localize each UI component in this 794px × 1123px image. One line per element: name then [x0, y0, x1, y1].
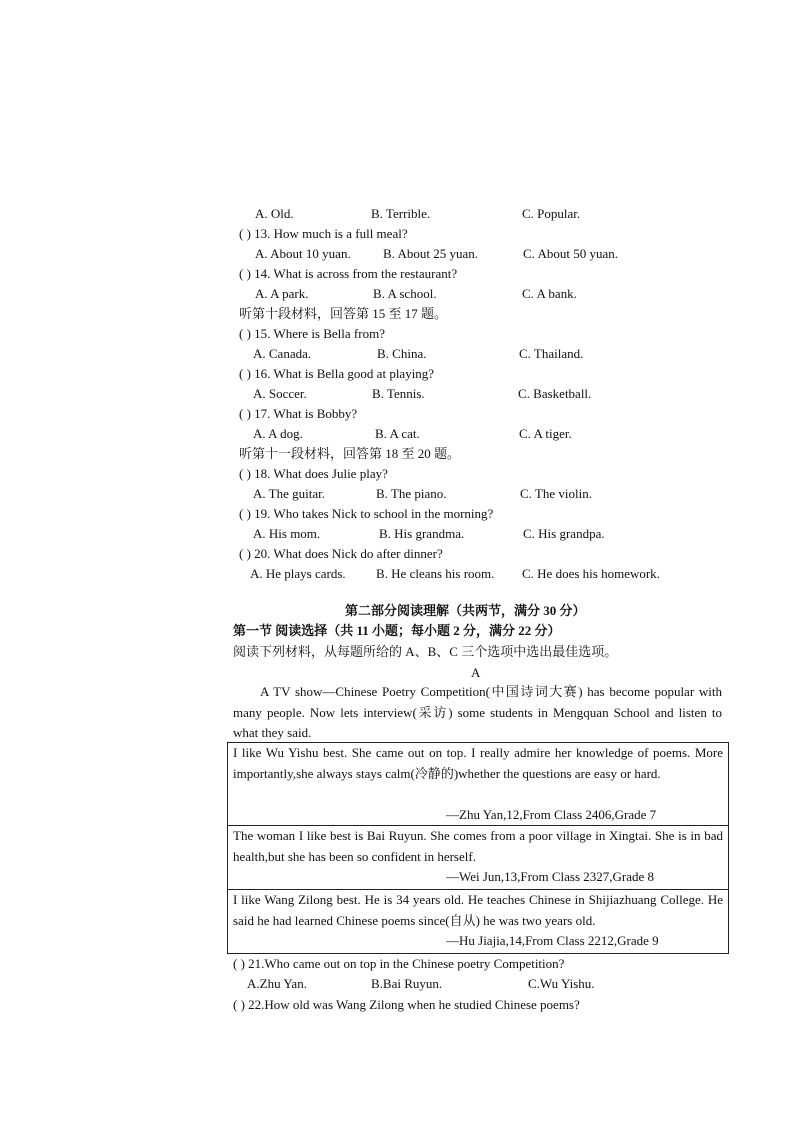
- question-22: ( ) 22.How old was Wang Zilong when he studied Chinese poems?: [233, 997, 580, 1012]
- passage-intro: A TV show—Chinese Poetry Competition(中国诗词大赛) has become popular with many people. Now lets interview(采访) some students in Mengquan School and listen to what they said.: [233, 684, 722, 740]
- q13-option-a: A. About 10 yuan.: [255, 246, 351, 261]
- q19-option-b: B. His grandma.: [379, 526, 465, 541]
- q15-option-b: B. China.: [377, 346, 427, 361]
- interview-text: The woman I like best is Bai Ruyun. She comes from a poor village in Xingtai. She is in bad health,but she has been so confident in herself.: [233, 828, 723, 864]
- q12-option-c: C. Popular.: [522, 206, 581, 221]
- passage-label: A: [471, 665, 481, 680]
- question-20: ( ) 20. What does Nick do after dinner?: [239, 546, 443, 561]
- q16-option-c: C. Basketball.: [518, 386, 592, 401]
- interview-signature: —Zhu Yan,12,From Class 2406,Grade 7: [446, 807, 657, 822]
- section-11-instruction: 听第十一段材料，回答第 18 至 20 题。: [239, 446, 461, 461]
- part-two-title: 第二部分阅读理解（共两节，满分 30 分）: [345, 603, 586, 618]
- question-15: ( ) 15. Where is Bella from?: [239, 326, 385, 341]
- q14-option-b: B. A school.: [373, 286, 437, 301]
- q18-option-c: C. The violin.: [520, 486, 592, 501]
- interview-text: I like Wang Zilong best. He is 34 years old. He teaches Chinese in Shijiazhuang College. He said he had learned Chinese poems since(自从) he was two years old.: [233, 892, 723, 928]
- interview-row: [228, 743, 728, 825]
- q21-option-c: C.Wu Yishu.: [528, 976, 595, 991]
- question-18: ( ) 18. What does Julie play?: [239, 466, 388, 481]
- interview-signature: —Wei Jun,13,From Class 2327,Grade 8: [446, 869, 655, 884]
- q13-option-b: B. About 25 yuan.: [383, 246, 478, 261]
- question-16: ( ) 16. What is Bella good at playing?: [239, 366, 435, 381]
- interview-row: [228, 889, 728, 953]
- q20-option-a: A. He plays cards.: [250, 566, 346, 581]
- q18-option-a: A. The guitar.: [253, 486, 325, 501]
- q20-option-c: C. He does his homework.: [522, 566, 660, 581]
- q16-option-a: A. Soccer.: [253, 386, 307, 401]
- question-19: ( ) 19. Who takes Nick to school in the morning?: [239, 506, 494, 521]
- q15-option-a: A. Canada.: [253, 346, 312, 361]
- question-21: ( ) 21.Who came out on top in the Chinese poetry Competition?: [233, 956, 565, 971]
- q20-option-b: B. He cleans his room.: [376, 566, 495, 581]
- q14-option-a: A. A park.: [255, 286, 309, 301]
- reading-instruction: 阅读下列材料，从每题所给的 A、B、C 三个选项中选出最佳选项。: [233, 644, 618, 659]
- q21-option-a: A.Zhu Yan.: [247, 976, 307, 991]
- q17-option-a: A. A dog.: [253, 426, 303, 441]
- q14-option-c: C. A bank.: [522, 286, 577, 301]
- q18-option-b: B. The piano.: [376, 486, 447, 501]
- question-14: ( ) 14. What is across from the restaurant?: [239, 266, 458, 281]
- section-one-title: 第一节 阅读选择（共 11 小题；每小题 2 分，满分 22 分）: [233, 623, 561, 638]
- q12-option-a: A. Old.: [255, 206, 294, 221]
- q17-option-c: C. A tiger.: [519, 426, 572, 441]
- q21-option-b: B.Bai Ruyun.: [371, 976, 443, 991]
- q16-option-b: B. Tennis.: [372, 386, 425, 401]
- interview-row: [228, 825, 728, 889]
- interview-table: [227, 742, 729, 954]
- q15-option-c: C. Thailand.: [519, 346, 584, 361]
- q13-option-c: C. About 50 yuan.: [523, 246, 618, 261]
- interview-text: I like Wu Yishu best. She came out on top. I really admire her knowledge of poems. More importantly,she always stays calm(冷静的)whether the questions are easy or hard.: [233, 745, 723, 781]
- question-17: ( ) 17. What is Bobby?: [239, 406, 358, 421]
- q19-option-c: C. His grandpa.: [523, 526, 605, 541]
- q19-option-a: A. His mom.: [253, 526, 321, 541]
- section-10-instruction: 听第十段材料，回答第 15 至 17 题。: [239, 306, 448, 321]
- q12-option-b: B. Terrible.: [371, 206, 431, 221]
- question-13: ( ) 13. How much is a full meal?: [239, 226, 408, 241]
- interview-signature: —Hu Jiajia,14,From Class 2212,Grade 9: [446, 933, 659, 948]
- q17-option-b: B. A cat.: [375, 426, 420, 441]
